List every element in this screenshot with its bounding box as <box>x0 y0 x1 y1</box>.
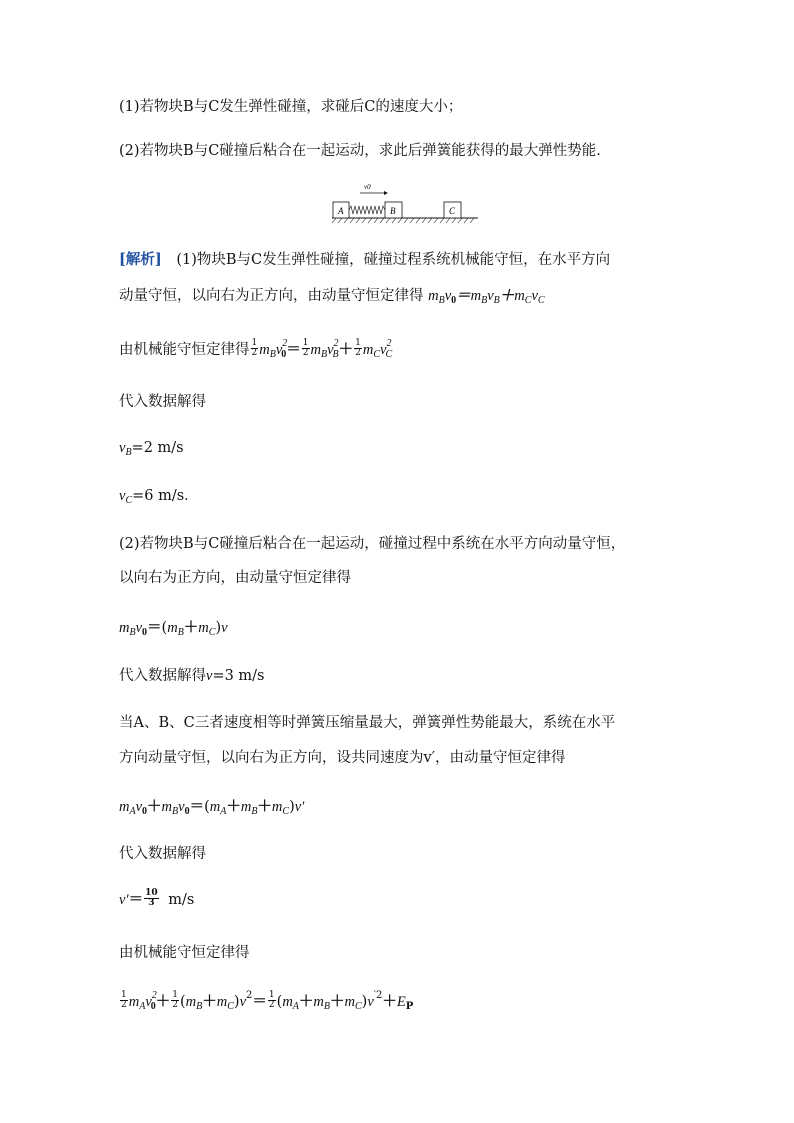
solution-para-3-line-2: 方向动量守恒，以向右为正方向，设共同速度为v′，由动量守恒定律得 <box>119 750 566 766</box>
vprime-unit: m/s <box>168 892 195 908</box>
question-2: (2)若物块B与C碰撞后粘合在一起运动，求此后弹簧能获得的最大弹性势能． <box>119 143 611 159</box>
question-1: (1)若物块B与C发生弹性碰撞，求碰后C的速度大小； <box>119 99 463 115</box>
vc-result: =6 m/s． <box>132 488 199 504</box>
block-b-label: B <box>390 206 396 216</box>
momentum-equation-2: $m_Bv_0=(m_B+m_C)v$ <box>119 619 228 638</box>
vb-result: =2 m/s <box>131 440 184 456</box>
vb-result-line: $v_B=2$ m/s <box>119 440 184 458</box>
energy-equation-line: 由机械能守恒定律得 $\frac{1}{2}$ $m_Bv^2_0=$ $\frac{1}{2}$ $m_Bv^2_B+$ $\frac{1}{2}$ $m_Cv^2_C$ <box>119 337 393 360</box>
block-c-label: C <box>449 206 456 216</box>
spring <box>349 206 385 214</box>
momentum-equation-1: $m_Bv_0=m_Bv_B+m_Cv_C$ <box>428 288 545 306</box>
solution-para-2-line-2: 以向右为正方向，由动量守恒定律得 <box>119 570 351 586</box>
substitute-3: 代入数据解得 <box>119 846 206 862</box>
solution-para-3-line-1: 当A、B、C三者速度相等时弹簧压缩量最大，弹簧弹性势能最大，系统在水平 <box>119 715 616 731</box>
solution-para-1-line-2 <box>119 286 545 308</box>
energy-intro-2: 由机械能守恒定律得 <box>119 945 250 961</box>
v-result-line: 代入数据解得v=3 m/s <box>119 668 265 684</box>
analysis-tag: [解析] <box>119 251 162 268</box>
substitute-2: 代入数据解得 <box>119 668 206 684</box>
energy-equation-2: $\frac{1}{2}$ $m_Av^2_0+$ $\frac{1}{2}$ $(m_B+m_C)v^2=$ $\frac{1}{2}$ $(m_A+m_B+m_C)v^{'2}+E_P$ <box>121 989 414 1012</box>
energy-intro: 由机械能守恒定律得 <box>119 342 250 358</box>
solution-para-1 <box>119 250 610 270</box>
velocity-label: v0 <box>364 183 371 191</box>
solution-para-2-line-1: (2)若物块B与C碰撞后粘合在一起运动，碰撞过程中系统在水平方向动量守恒， <box>119 536 626 552</box>
v-result: =3 m/s <box>212 668 265 684</box>
vc-result-line: $v_C=6$ m/s． <box>119 488 199 506</box>
block-a-label: A <box>338 206 344 216</box>
spring-blocks-figure <box>330 181 480 225</box>
solution-text-1b: 动量守恒，以向右为正方向，由动量守恒定律得 <box>119 288 424 304</box>
momentum-equation-3: $m_Av_0+m_Bv_0=(m_A+m_B+m_C)v'$ <box>119 798 305 817</box>
substitute-1: 代入数据解得 <box>119 394 206 410</box>
vprime-result-line: v′＝ $\frac{10}{3}$ m/s <box>119 887 195 908</box>
solution-text-1: (1)物块B与C发生弹性碰撞，碰撞过程系统机械能守恒，在水平方向 <box>176 252 611 268</box>
